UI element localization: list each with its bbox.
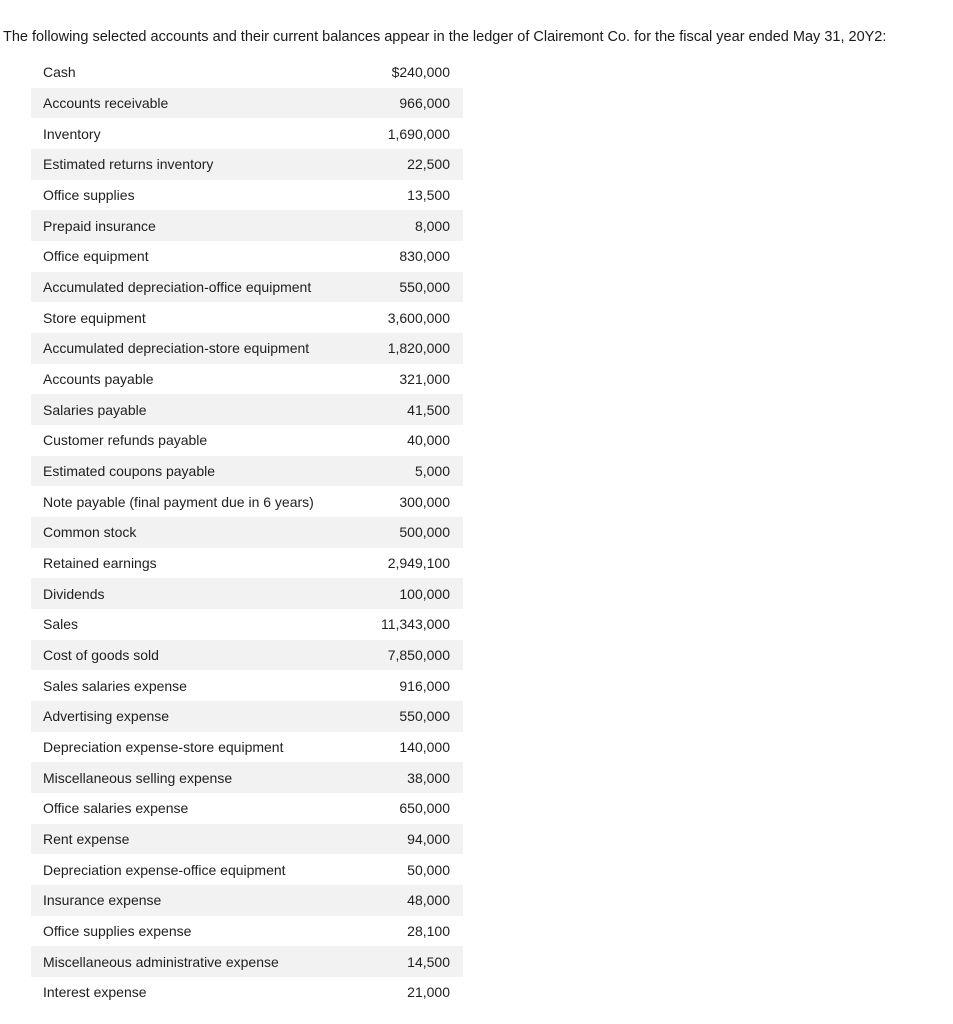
table-row — [31, 425, 463, 456]
table-row — [31, 916, 463, 947]
account-name: Salaries payable — [31, 394, 373, 425]
table-row — [31, 456, 463, 487]
table-row — [31, 854, 463, 885]
account-name: Estimated returns inventory — [31, 149, 373, 180]
table-row — [31, 210, 463, 241]
account-balance: 321,000 — [399, 371, 450, 388]
account-balance: 550,000 — [373, 701, 463, 732]
table-row — [31, 548, 463, 579]
account-name: Accumulated depreciation-office equipment — [31, 272, 373, 303]
table-row — [31, 701, 463, 732]
account-balance: 140,000 — [399, 739, 450, 756]
table-row — [31, 180, 463, 211]
account-balance: 22,500 — [373, 149, 463, 180]
account-name: Cash — [43, 64, 76, 81]
account-name: Advertising expense — [31, 701, 373, 732]
account-name: Sales — [43, 616, 79, 633]
table-row — [31, 762, 463, 793]
table-row — [31, 885, 463, 916]
ledger-table — [31, 57, 463, 1008]
account-balance: 11,343,000 — [380, 616, 450, 633]
table-row — [31, 272, 463, 303]
account-name: Office equipment — [43, 248, 149, 265]
account-name: Interest expense — [43, 984, 147, 1001]
account-balance: 7,850,000 — [373, 640, 463, 671]
account-name: Depreciation expense-store equipment — [43, 739, 284, 756]
account-name: Miscellaneous selling expense — [31, 762, 373, 793]
account-name: Office supplies expense — [43, 923, 192, 940]
account-balance: 966,000 — [373, 88, 463, 119]
account-balance: 28,100 — [407, 923, 450, 940]
account-balance: 48,000 — [373, 885, 463, 916]
table-row — [31, 517, 463, 548]
table-row — [31, 670, 463, 701]
table-row — [31, 149, 463, 180]
account-name: Accounts receivable — [31, 88, 373, 119]
account-balance: 650,000 — [399, 800, 450, 817]
account-balance: 830,000 — [399, 248, 450, 265]
table-row — [31, 486, 463, 517]
account-balance: 1,690,000 — [387, 125, 450, 142]
account-balance: 14,500 — [373, 946, 463, 977]
account-name: Office supplies — [43, 187, 135, 204]
account-balance: 500,000 — [373, 517, 463, 548]
account-name: Insurance expense — [31, 885, 373, 916]
account-balance: 100,000 — [373, 578, 463, 609]
account-name: Accounts payable — [43, 371, 154, 388]
table-row — [31, 578, 463, 609]
table-row — [31, 88, 463, 119]
table-row — [31, 57, 463, 88]
account-balance: 5,000 — [373, 456, 463, 487]
account-balance: 38,000 — [373, 762, 463, 793]
table-row — [31, 609, 463, 640]
table-row — [31, 364, 463, 395]
account-balance: 13,500 — [407, 187, 450, 204]
account-name: Common stock — [31, 517, 373, 548]
table-row — [31, 302, 463, 333]
table-row — [31, 732, 463, 763]
table-row — [31, 793, 463, 824]
intro-text: The following selected accounts and their current balances appear in the ledger of Clairemont Co. for the fiscal year ended May 31, 20Y2: — [3, 28, 887, 45]
account-name: Cost of goods sold — [31, 640, 373, 671]
account-balance: 94,000 — [373, 824, 463, 855]
account-balance: 550,000 — [373, 272, 463, 303]
account-balance: 2,949,100 — [387, 555, 450, 572]
account-balance: $240,000 — [391, 64, 450, 81]
account-balance: 21,000 — [407, 984, 450, 1001]
account-name: Customer refunds payable — [43, 432, 208, 449]
account-name: Office salaries expense — [43, 800, 189, 817]
account-balance: 916,000 — [399, 677, 450, 694]
account-name: Estimated coupons payable — [31, 456, 373, 487]
ledger-body — [31, 57, 463, 1008]
table-row — [31, 977, 463, 1008]
account-name: Rent expense — [31, 824, 373, 855]
account-name: Note payable (final payment due in 6 years) — [43, 493, 314, 510]
account-name: Inventory — [43, 125, 101, 142]
account-name: Dividends — [31, 578, 373, 609]
account-name: Retained earnings — [43, 555, 157, 572]
account-balance: 3,600,000 — [387, 309, 450, 326]
account-balance: 40,000 — [407, 432, 450, 449]
table-row — [31, 118, 463, 149]
table-row — [31, 824, 463, 855]
account-name: Store equipment — [43, 309, 146, 326]
account-balance: 41,500 — [373, 394, 463, 425]
account-name: Accumulated depreciation-store equipment — [31, 333, 373, 364]
account-balance: 50,000 — [407, 861, 450, 878]
table-row — [31, 241, 463, 272]
table-row — [31, 640, 463, 671]
account-name: Prepaid insurance — [31, 210, 373, 241]
account-name: Miscellaneous administrative expense — [31, 946, 373, 977]
account-name: Depreciation expense-office equipment — [43, 861, 286, 878]
account-balance: 1,820,000 — [373, 333, 463, 364]
account-balance: 8,000 — [373, 210, 463, 241]
account-balance: 300,000 — [399, 493, 450, 510]
table-row — [31, 333, 463, 364]
table-row — [31, 394, 463, 425]
account-name: Sales salaries expense — [43, 677, 187, 694]
table-row — [31, 946, 463, 977]
